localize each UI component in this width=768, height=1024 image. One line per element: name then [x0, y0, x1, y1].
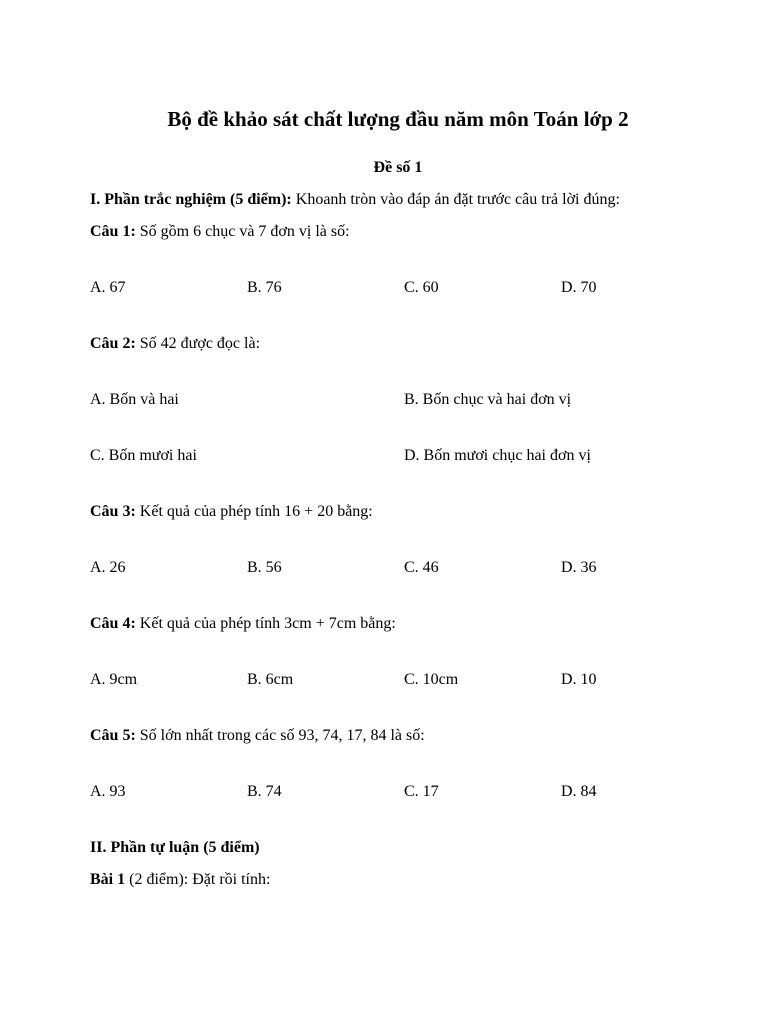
option-a: A. 67 — [90, 279, 126, 296]
part2-heading — [90, 838, 260, 858]
question-label: Câu 4: — [90, 615, 136, 632]
question-label: Câu 5: — [90, 727, 136, 744]
exercise-1 — [90, 870, 270, 890]
option-c: C. 10cm — [404, 671, 459, 688]
document-title: Bộ đề khảo sát chất lượng đầu năm môn Toán lớp 2 — [167, 107, 629, 131]
question-text: Số lớn nhất trong các số 93, 74, 17, 84 là số: — [135, 727, 425, 744]
option-a: A. 93 — [90, 783, 126, 800]
option-d: D. 84 — [561, 783, 597, 800]
question-label: Câu 1: — [90, 223, 136, 240]
option-b: B. 56 — [247, 559, 282, 576]
question-text: Số gồm 6 chục và 7 đơn vị là số: — [135, 223, 350, 240]
option-d: D. 70 — [561, 279, 597, 296]
option-d: D. Bốn mươi chục hai đơn vị — [404, 447, 591, 464]
part1-heading: I. Phần trắc nghiệm (5 điểm): — [90, 191, 292, 208]
option-a: A. Bốn và hai — [90, 391, 179, 408]
option-a: A. 9cm — [90, 671, 138, 688]
question-1 — [90, 222, 350, 242]
option-b: B. 74 — [247, 783, 282, 800]
option-c: C. 60 — [404, 279, 439, 296]
option-d: D. 10 — [561, 671, 597, 688]
question-label: Câu 3: — [90, 503, 136, 520]
question-4 — [90, 614, 396, 634]
question-label: Câu 2: — [90, 335, 136, 352]
option-a: A. 26 — [90, 559, 126, 576]
exam-number: Đề số 1 — [373, 159, 423, 176]
option-d: D. 36 — [561, 559, 597, 576]
option-c: C. 46 — [404, 559, 439, 576]
question-text: Số 42 được đọc là: — [135, 335, 261, 352]
part1-instruction: Khoanh tròn vào đáp án đặt trước câu trả lời đúng: — [291, 191, 620, 208]
option-b: B. Bốn chục và hai đơn vị — [404, 391, 572, 408]
option-b: B. 76 — [247, 279, 282, 296]
question-text: Kết quả của phép tính 3cm + 7cm bằng: — [135, 615, 396, 632]
question-2 — [90, 334, 260, 354]
exercise-text: (2 điểm): Đặt rồi tính: — [125, 871, 271, 888]
question-5 — [90, 726, 425, 746]
part1-line — [90, 190, 620, 210]
part2-heading-text: II. Phần tự luận (5 điểm) — [90, 839, 260, 856]
option-c: C. 17 — [404, 783, 439, 800]
question-3 — [90, 502, 373, 522]
exercise-label: Bài 1 — [90, 871, 126, 888]
option-b: B. 6cm — [247, 671, 294, 688]
question-text: Kết quả của phép tính 16 + 20 bằng: — [135, 503, 373, 520]
option-c: C. Bốn mươi hai — [90, 447, 197, 464]
